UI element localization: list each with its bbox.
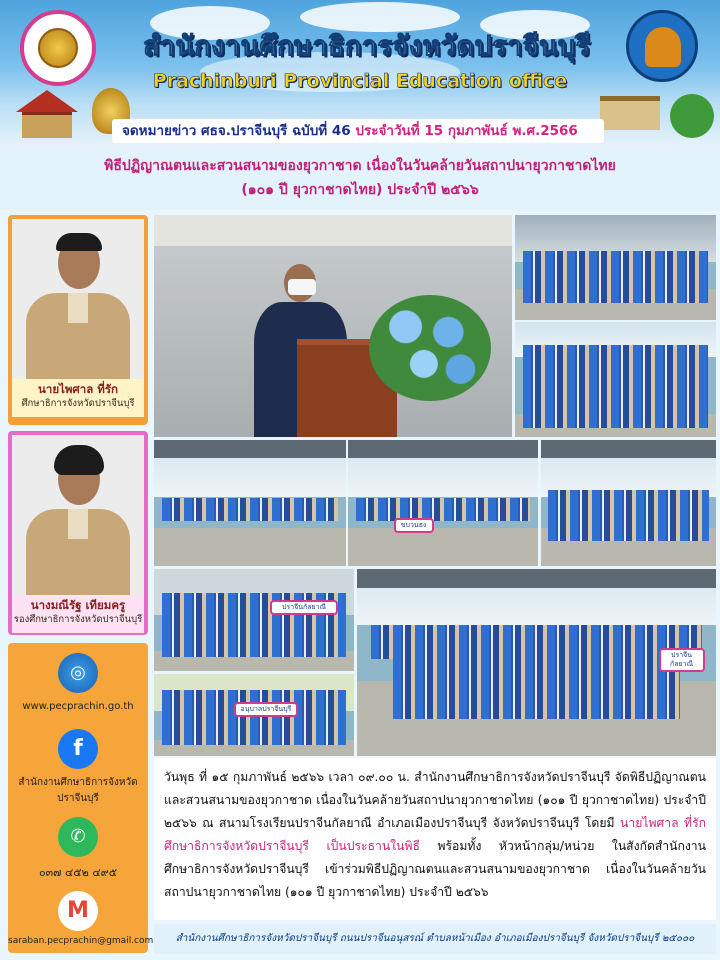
news-body-paragraph <box>154 758 716 920</box>
gmail-icon: M <box>58 891 98 931</box>
email-address[interactable]: saraban.pecprachin@gmail.com <box>8 936 154 946</box>
director-role: ศึกษาธิการจังหวัดปราจีนบุรี <box>21 398 135 409</box>
school-sign-2: อนุบาลปราจีนบุรี <box>234 702 298 717</box>
province-seal-logo <box>626 10 698 82</box>
header-banner <box>0 0 720 148</box>
school-sign-1: ปราจีนกัลยาณี <box>270 600 338 615</box>
news-headline <box>0 148 720 210</box>
headline-line-1: พิธีปฏิญาณตนและสวนสนามของยุวกาชาด เนื่องในวันคล้ายวันสถาปนายุวกาชาดไทย <box>104 158 616 174</box>
issue-info-bar <box>112 119 604 143</box>
deputy-role: รองศึกษาธิการจังหวัดปราจีนบุรี <box>13 614 143 625</box>
photo-officials-lineup-1 <box>515 215 716 320</box>
body-text-part-2: พร้อมทั้ง หัวหน้ากลุ่ม/หน่วย ในสังกัดสำนักงานศึกษาธิการจังหวัดปราจีนบุรี เข้าร่วมพิธีปฏิญาณตนและสวนสนามของยุวกาชาด เนื่องในวันคล้ายวันสถาปนายุวกาชาดไทย (๑๐๑ ปี ยุวกาชาดไทย) ประจำปี ๒๕๖๖ <box>164 839 706 899</box>
temple-illustration <box>8 90 86 140</box>
director-name: นายไพศาล ที่รัก <box>38 382 118 396</box>
body-text-highlight: นายไพศาล ที่รัก ศึกษาธิการจังหวัดปราจีนบุรี เป็นประธานในพิธี <box>164 816 706 853</box>
photo-scout-formation-1 <box>154 440 346 566</box>
photo-scout-formation-2 <box>541 440 716 566</box>
headline-line-2: (๑๐๑ ปี ยุวกาชาดไทย) ประจำปี ๒๕๖๖ <box>241 182 479 198</box>
photo-officials-lineup-2 <box>515 322 716 437</box>
issue-date: ประจำวันที่ 15 กุมภาพันธ์ พ.ศ.2566 <box>355 123 578 139</box>
office-address-footer: สำนักงานศึกษาธิการจังหวัดปราจีนบุรี ถนนปราจีนอนุสรณ์ ตำบลหน้าเมือง อำเภอเมืองปราจีนบุรี จังหวัดปราจีนบุรี ๒๕๐๐๐ <box>154 924 716 954</box>
facebook-icon[interactable]: f <box>58 729 98 769</box>
building-illustration <box>600 96 660 130</box>
tree-illustration <box>670 94 714 138</box>
deputy-portrait <box>12 435 144 595</box>
body-text-part-1: วันพุธ ที่ ๑๕ กุมภาพันธ์ ๒๕๖๖ เวลา ๐๙.๐๐ น. สำนักงานศึกษาธิการจังหวัดปราจีนบุรี จัดพิธีปฏิญาณตนและสวนสนามของยุวกาชาด เนื่องในวันคล้ายวันสถาปนายุวกาชาดไทย (๑๐๑ ปี ยุวกาชาดไทย) ประจำปี ๒๕๖๖ ณ สนามโรงเรียนปราจีนกัลยาณี อำเภอเมืองปราจีนบุรี จังหวัดปราจีนบุรี โดยมี <box>164 770 706 830</box>
photo-school-banner-1 <box>154 569 354 671</box>
deputy-card <box>8 431 148 635</box>
director-caption <box>12 379 144 417</box>
issue-number: จดหมายข่าว ศธจ.ปราจีนบุรี ฉบับที่ 46 <box>122 123 351 139</box>
parade-sign-1: ขบวนธง <box>394 518 434 533</box>
office-seal-logo <box>20 10 96 86</box>
photo-flag-parade <box>348 440 538 566</box>
director-card <box>8 215 148 425</box>
office-title-english: Prachinburi Provincial Education office <box>152 70 568 92</box>
photo-school-banner-2 <box>154 674 354 756</box>
contact-card <box>8 643 154 953</box>
phone-icon: ✆ <box>58 817 98 857</box>
school-sign-3: ปราจีนกัลยาณี <box>659 648 705 672</box>
director-portrait <box>12 219 144 379</box>
website-link[interactable]: www.pecprachin.go.th <box>22 701 134 712</box>
photo-group-officials-and-scouts <box>357 569 716 756</box>
office-title-thai: สำนักงานศึกษาธิการจังหวัดปราจีนบุรี <box>143 31 591 62</box>
facebook-page-link[interactable]: สำนักงานศึกษาธิการจังหวัดปราจีนบุรี <box>18 777 138 804</box>
photo-speaker-at-podium <box>154 215 512 437</box>
deputy-caption <box>12 595 144 633</box>
deputy-name: นางมณีรัฐ เทียมครู <box>30 598 126 612</box>
globe-icon: ◎ <box>58 653 98 693</box>
phone-number: ๐๓๗ ๔๕๒ ๔๙๕ <box>38 866 118 879</box>
